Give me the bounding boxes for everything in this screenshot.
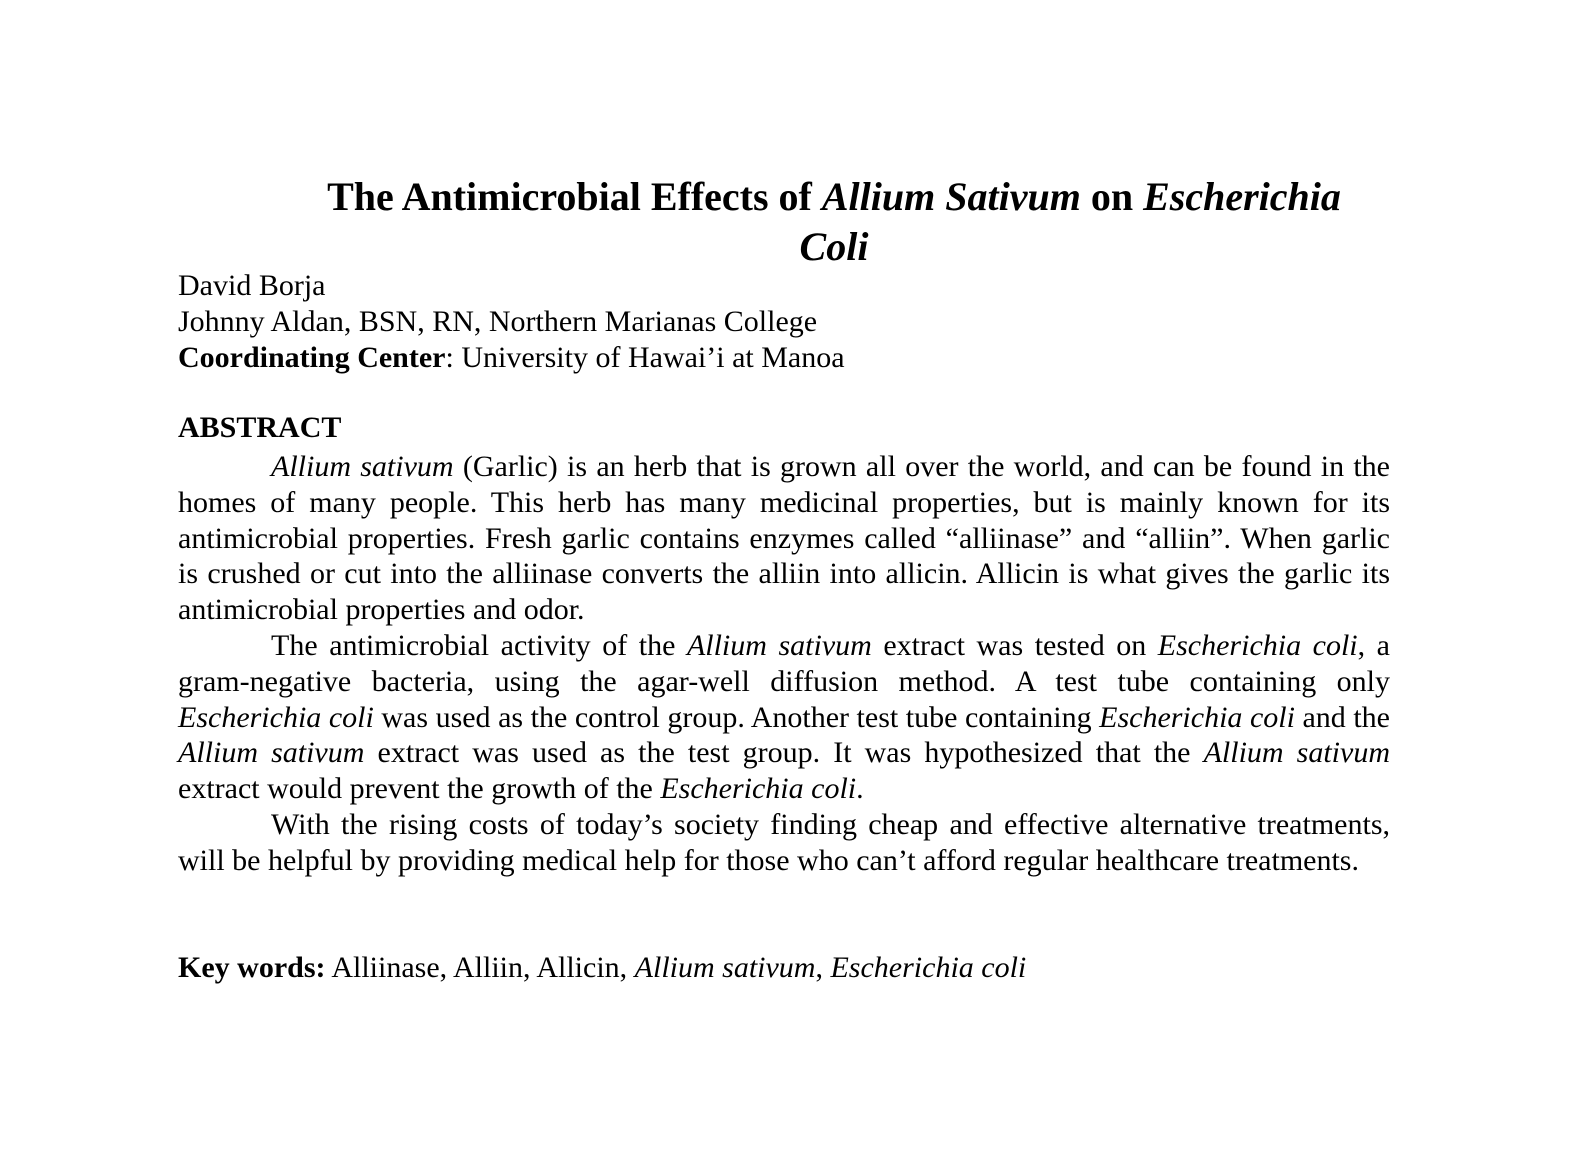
paper-title <box>300 172 1368 272</box>
species-name: Allium sativum <box>271 450 454 483</box>
paragraph-text: extract was used as the test group. It was hypothesized that the <box>364 736 1204 770</box>
paragraph-text: . <box>856 772 864 806</box>
author-name: David Borja <box>178 269 326 302</box>
paragraph-text: , a gram-negative bacteria, using the agar-well diffusion method. A test tube containing only <box>178 628 1390 698</box>
title-text: The Antimicrobial Effects of <box>327 174 822 219</box>
abstract-heading: ABSTRACT <box>178 411 342 444</box>
advisor-affiliation: Johnny Aldan, BSN, RN, Northern Marianas College <box>178 305 818 338</box>
keywords-line <box>178 950 1390 986</box>
species-name: Escherichia coli <box>178 700 374 734</box>
keyword-species-garlic: Allium sativum <box>634 951 816 984</box>
species-name: Allium sativum <box>1203 736 1390 770</box>
species-name: Escherichia coli <box>660 772 857 806</box>
species-name: Escherichia coli <box>1099 700 1295 734</box>
keyword-species-ecoli: Escherichia coli <box>830 951 1027 984</box>
species-name: Allium sativum <box>686 628 872 662</box>
abstract-paragraph-2 <box>178 628 1390 807</box>
abstract-paragraph-3 <box>178 807 1390 879</box>
paragraph-text: With the rising costs of today’s society finding cheap and effective alternative treatments, will be helpful by providing medical help for those who can’t afford regular healthcare treatments. <box>178 807 1390 877</box>
coordinating-center-label: Coordinating Center <box>178 341 446 374</box>
paragraph-text: The antimicrobial activity of the <box>271 628 687 662</box>
paragraph-text: was used as the control group. Another test tube containing <box>373 700 1100 734</box>
author-block <box>178 268 1178 376</box>
keywords-plain: Alliinase, Alliin, Allicin, <box>325 951 635 984</box>
keywords-label: Key words: <box>178 951 326 984</box>
paragraph-text: extract was tested on <box>871 628 1158 662</box>
title-text-on: on <box>1080 174 1144 219</box>
coordinating-center-value: : University of Hawai’i at Manoa <box>445 341 845 374</box>
title-species-garlic: Allium Sativum <box>821 174 1081 219</box>
species-name: Allium sativum <box>178 736 365 770</box>
title-species-ecoli: Escherichia Coli <box>799 174 1341 269</box>
paragraph-text: (Garlic) is an herb that is grown all over the world, and can be found in the homes of many people. This herb has many medicinal properties, but is mainly known for its antimicrobial properties. Fresh garlic contains enzymes called “alliinase” and “alliin”. When garlic is crushed or cut into the alliinase converts the alliin into allicin. Allicin is what gives the garlic its antimicrobial properties and odor. <box>178 450 1390 627</box>
abstract-paragraph-1 <box>178 449 1390 628</box>
paragraph-text: and the <box>1294 700 1391 734</box>
keywords-separator: , <box>815 951 831 984</box>
species-name: Escherichia coli <box>1157 628 1358 662</box>
abstract-body <box>178 449 1390 879</box>
paragraph-text: extract would prevent the growth of the <box>178 772 661 806</box>
coordinating-center <box>178 340 1178 376</box>
